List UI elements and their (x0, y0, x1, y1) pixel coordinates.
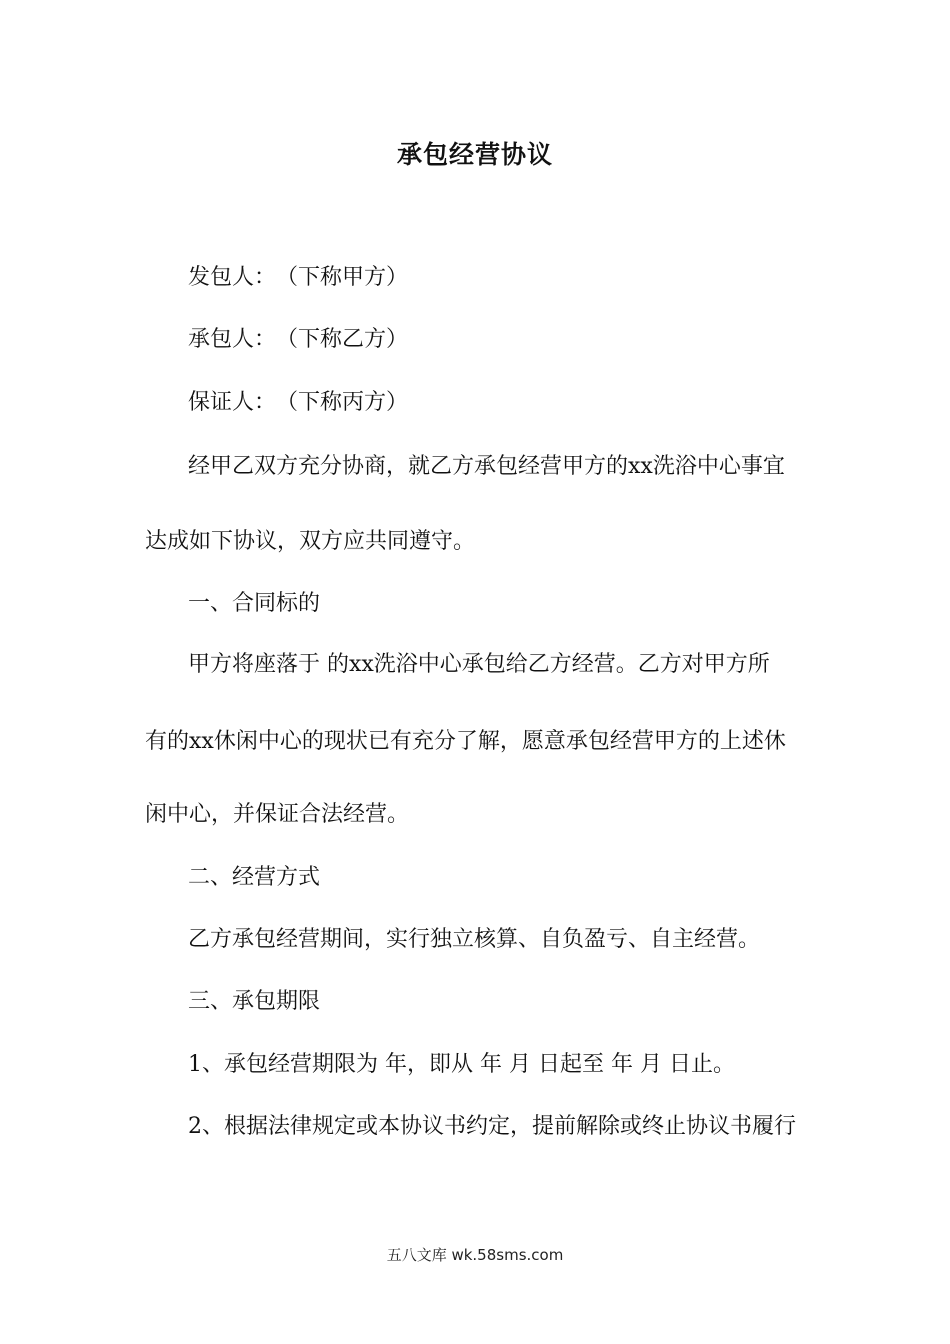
paragraph-line: 甲方将座落于 的xx洗浴中心承包给乙方经营。乙方对甲方所 (188, 652, 770, 677)
paragraph-line: 乙方承包经营期间，实行独立核算、自负盈亏、自主经营。 (188, 927, 761, 952)
footer-watermark: 五八文库 wk.58sms.com (386, 1246, 564, 1264)
section-heading: 一、合同标的 (188, 591, 321, 616)
paragraph-line: 1、承包经营期限为 年，即从 年 月 日起至 年 月 日止。 (188, 1052, 735, 1077)
paragraph-line: 2、根据法律规定或本协议书约定，提前解除或终止协议书履行 (188, 1114, 796, 1139)
document-title: 承包经营协议 (396, 140, 553, 169)
paragraph-line: 达成如下协议，双方应共同遵守。 (145, 529, 476, 554)
party-b-line: 承包人： （下称乙方） (188, 327, 409, 352)
paragraph-line: 有的xx休闲中心的现状已有充分了解，愿意承包经营甲方的上述休 (145, 729, 786, 754)
party-a-line: 发包人： （下称甲方） (188, 265, 409, 290)
section-heading: 三、承包期限 (188, 989, 321, 1014)
paragraph-line: 闲中心，并保证合法经营。 (145, 802, 410, 827)
guarantor-line: 保证人： （下称丙方） (188, 390, 409, 415)
section-heading: 二、经营方式 (188, 865, 321, 890)
paragraph-line: 经甲乙双方充分协商，就乙方承包经营甲方的xx洗浴中心事宜 (188, 454, 785, 479)
